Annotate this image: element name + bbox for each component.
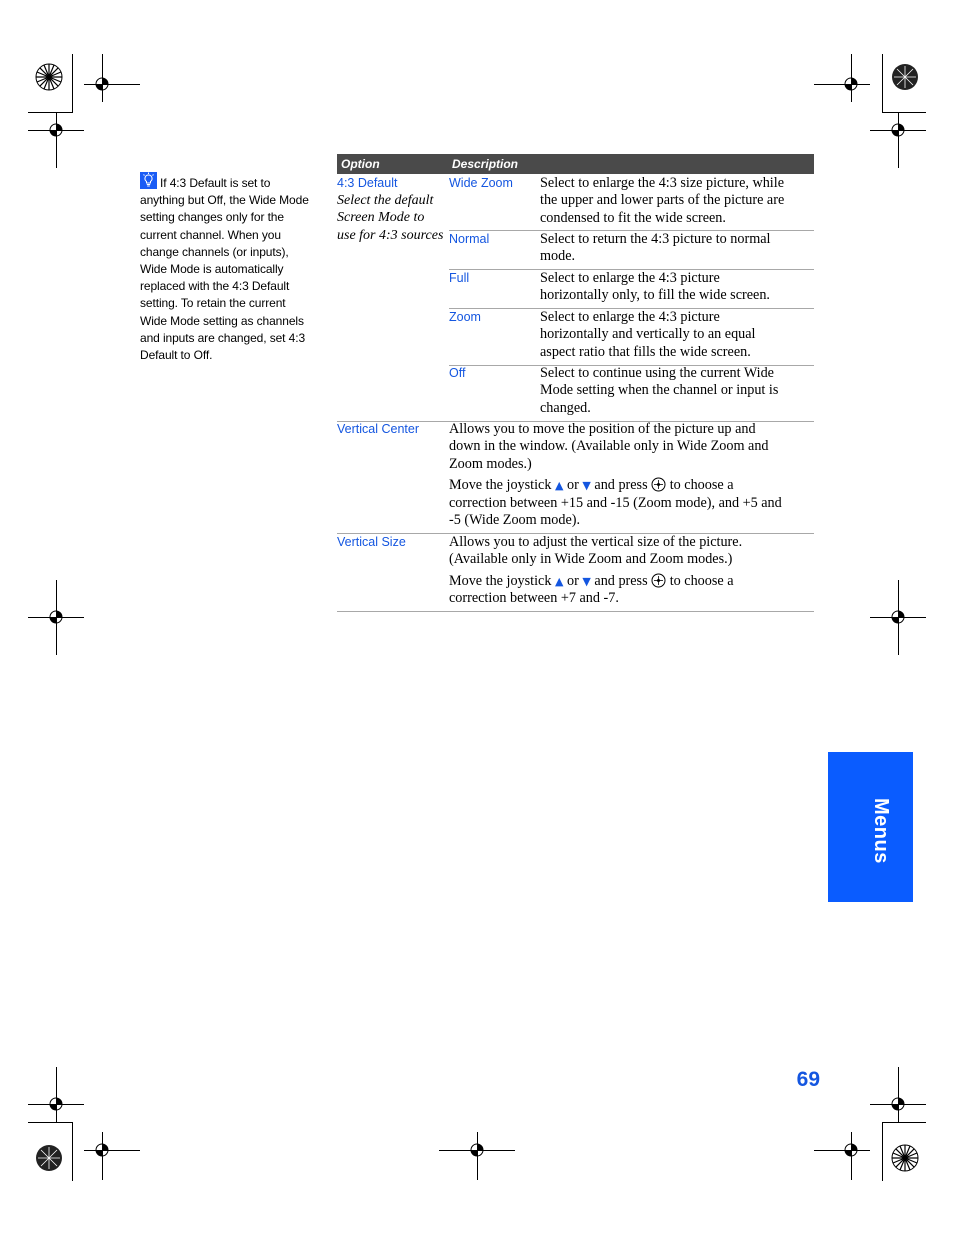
mode-zoom: Zoom <box>449 310 481 324</box>
joystick-press-icon <box>651 573 666 588</box>
desc-line: Select to enlarge the 4:3 size picture, while <box>540 175 784 191</box>
desc-line: correction between +7 and -7. <box>449 590 619 607</box>
crosshair-icon <box>48 122 64 138</box>
up-arrow-icon: ▲ <box>555 479 564 493</box>
down-arrow-icon: ▼ <box>582 574 591 588</box>
mode-off: Off <box>449 366 466 380</box>
desc-line: changed. <box>540 399 591 416</box>
crosshair-icon <box>48 609 64 625</box>
crosshair-icon <box>890 609 906 625</box>
vertical-center-desc <box>449 421 819 529</box>
desc-line: Select to enlarge the 4:3 picture <box>540 309 720 325</box>
desc-line: down in the window. (Available only in Wide Zoom and <box>449 438 769 455</box>
table-header <box>337 154 814 174</box>
vertical-size-desc <box>449 534 819 608</box>
crosshair-icon <box>469 1142 485 1158</box>
option-vertical-size: Vertical Size <box>337 535 406 549</box>
desc-line: Allows you to move the position of the picture up and <box>449 421 756 437</box>
registration-starburst-icon <box>35 1144 63 1172</box>
desc-line: Allows you to adjust the vertical size of the picture. <box>449 534 743 550</box>
desc-text: to choose a <box>669 477 734 494</box>
down-arrow-icon: ▼ <box>582 479 591 493</box>
crosshair-icon <box>890 1096 906 1112</box>
joystick-press-icon <box>651 477 666 492</box>
desc-line: (Available only in Wide Zoom and Zoom modes.) <box>449 551 733 568</box>
desc-line: Mode setting when the channel or input is <box>540 382 779 399</box>
desc-line: condensed to fit the wide screen. <box>540 209 726 226</box>
desc-line: mode. <box>540 248 576 265</box>
desc-line: -5 (Wide Zoom mode). <box>449 512 581 529</box>
up-arrow-icon: ▲ <box>555 574 564 588</box>
section-tab-label: Menus <box>870 798 892 864</box>
row-divider <box>337 611 814 612</box>
mode-normal-desc <box>540 231 820 266</box>
option-vertical-center: Vertical Center <box>337 422 419 436</box>
section-tab-menus <box>828 752 913 902</box>
mode-normal: Normal <box>449 232 490 246</box>
crosshair-icon <box>94 1142 110 1158</box>
desc-text: Move the joystick <box>449 477 552 494</box>
desc-text: to choose a <box>669 572 734 589</box>
note-line: Screen Mode to <box>337 210 425 226</box>
option-4-3-default: 4:3 Default <box>337 176 398 190</box>
desc-line: correction between +15 and -15 (Zoom mode), and +5 and <box>449 494 782 511</box>
crosshair-icon <box>843 76 859 92</box>
desc-line: Select to continue using the current Wide <box>540 365 774 381</box>
desc-line: horizontally and vertically to an equal <box>540 326 756 343</box>
joystick-instruction <box>449 573 819 590</box>
note-line: use for 4:3 sources <box>337 227 444 243</box>
desc-line: Select to return the 4:3 picture to normal <box>540 231 771 247</box>
registration-starburst-icon <box>891 1144 919 1172</box>
desc-line: Select to enlarge the 4:3 picture <box>540 270 720 286</box>
desc-line: horizontally only, to fill the wide screen. <box>540 287 770 304</box>
registration-starburst-icon <box>891 63 919 91</box>
desc-line: the upper and lower parts of the picture are <box>540 192 785 209</box>
crosshair-icon <box>890 122 906 138</box>
registration-starburst-icon <box>35 63 63 91</box>
crosshair-icon <box>48 1096 64 1112</box>
tip-note <box>140 172 315 364</box>
tip-text: If 4:3 Default is set to anything but Off, the Wide Mode setting changes only for the current channel. When you change channels (or inputs), Wide Mode is automatically replaced with the 4:3 Default setting. To retain the current Wide Mode setting as channels and inputs are changed, set 4:3 Default to Off. <box>140 176 309 363</box>
options-table <box>337 154 814 174</box>
header-description: Description <box>452 157 519 171</box>
page-number: 69 <box>796 1068 820 1091</box>
note-line: Select the default <box>337 193 434 208</box>
desc-text: or <box>567 477 579 494</box>
joystick-instruction <box>449 477 819 494</box>
desc-text: or <box>567 572 579 589</box>
desc-line: Zoom modes.) <box>449 455 532 472</box>
mode-wide-zoom: Wide Zoom <box>449 176 513 190</box>
mode-zoom-desc <box>540 309 820 361</box>
lightbulb-icon <box>140 172 157 189</box>
crosshair-icon <box>843 1142 859 1158</box>
mode-full-desc <box>540 270 820 305</box>
desc-line: aspect ratio that fills the wide screen. <box>540 343 751 360</box>
desc-text: Move the joystick <box>449 572 552 589</box>
mode-full: Full <box>449 271 470 285</box>
option-4-3-default-note <box>337 192 447 244</box>
mode-off-desc <box>540 365 820 417</box>
desc-text: and press <box>594 477 648 494</box>
header-option: Option <box>341 157 380 171</box>
crosshair-icon <box>94 76 110 92</box>
mode-wide-zoom-desc <box>540 175 820 227</box>
desc-text: and press <box>594 572 648 589</box>
